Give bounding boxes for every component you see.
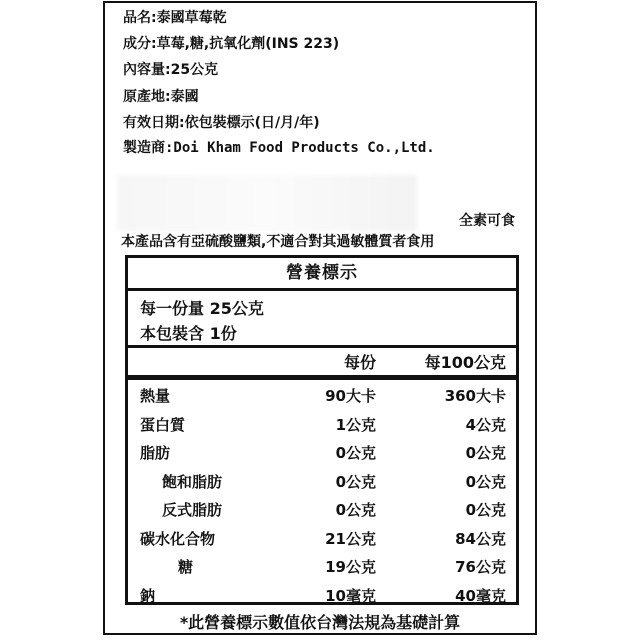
nutrition-row: [128, 499, 516, 525]
nutrition-table: [125, 255, 519, 605]
product-label: [103, 1, 537, 635]
net-content: 內容量:25公克: [123, 62, 219, 78]
manufacturer: 製造商:Doi Kham Food Products Co.,Ltd.: [123, 140, 435, 156]
origin: 原產地:泰國: [123, 89, 199, 105]
allergen-warning: 本產品含有亞硫酸鹽類,不適合對其過敏體質者食用: [121, 234, 435, 250]
footnote: *此營養標示數值依台灣法規為基礎計算: [179, 613, 461, 632]
value-per-serving: 0公克: [335, 501, 376, 519]
value-per-100g: 76公克: [455, 558, 506, 576]
servings-per-package: 本包裝含 1份: [140, 324, 237, 343]
nutrition-row: [128, 442, 516, 468]
col-per-serving: 每份: [343, 353, 376, 372]
divider: [128, 288, 516, 291]
nutrient-name: 碳水化合物: [140, 529, 216, 548]
value-per-100g: 4公克: [465, 415, 506, 434]
nutrient-name: 糖: [178, 558, 194, 576]
value-per-serving: 10毫克: [325, 586, 376, 605]
nutrient-name: 飽和脂肪: [162, 472, 223, 491]
col-per-100g: 每100公克: [424, 353, 506, 372]
nutrition-row: [128, 471, 516, 497]
value-per-serving: 0公克: [335, 472, 376, 491]
nutrition-row: [128, 556, 516, 582]
nutrient-name: 脂肪: [140, 444, 171, 462]
serving-size: 每一份量 25公克: [140, 299, 264, 318]
value-per-serving: 19公克: [325, 558, 376, 576]
value-per-serving: 1公克: [335, 415, 376, 434]
value-per-100g: 40毫克: [455, 586, 506, 605]
value-per-100g: 0公克: [465, 501, 506, 519]
value-per-100g: 0公克: [465, 444, 506, 462]
value-per-serving: 90大卡: [325, 387, 376, 405]
vegan-note: 全素可食: [459, 213, 515, 229]
product-name: 品名:泰國草莓乾: [123, 10, 227, 26]
divider-thick: [128, 375, 516, 380]
nutrition-title: 營養標示: [286, 263, 358, 283]
divider: [128, 345, 516, 348]
nutrition-row: [128, 414, 516, 440]
value-per-100g: 360大卡: [444, 387, 506, 405]
value-per-100g: 0公克: [465, 472, 506, 491]
nutrient-name: 蛋白質: [140, 415, 186, 434]
expiry-date: 有效日期:依包裝標示(日/月/年): [123, 115, 320, 131]
nutrient-name: 反式脂肪: [162, 501, 223, 519]
nutrition-row: [128, 385, 516, 411]
value-per-serving: 0公克: [335, 444, 376, 462]
nutrient-name: 鈉: [140, 586, 156, 605]
ingredients: 成分:草莓,糖,抗氧化劑(INS 223): [123, 36, 340, 52]
value-per-serving: 21公克: [325, 529, 376, 548]
nutrient-name: 熱量: [140, 387, 171, 405]
value-per-100g: 84公克: [455, 529, 506, 548]
nutrition-row: [128, 585, 516, 611]
nutrition-row: [128, 528, 516, 554]
blurred-region: [117, 175, 417, 231]
